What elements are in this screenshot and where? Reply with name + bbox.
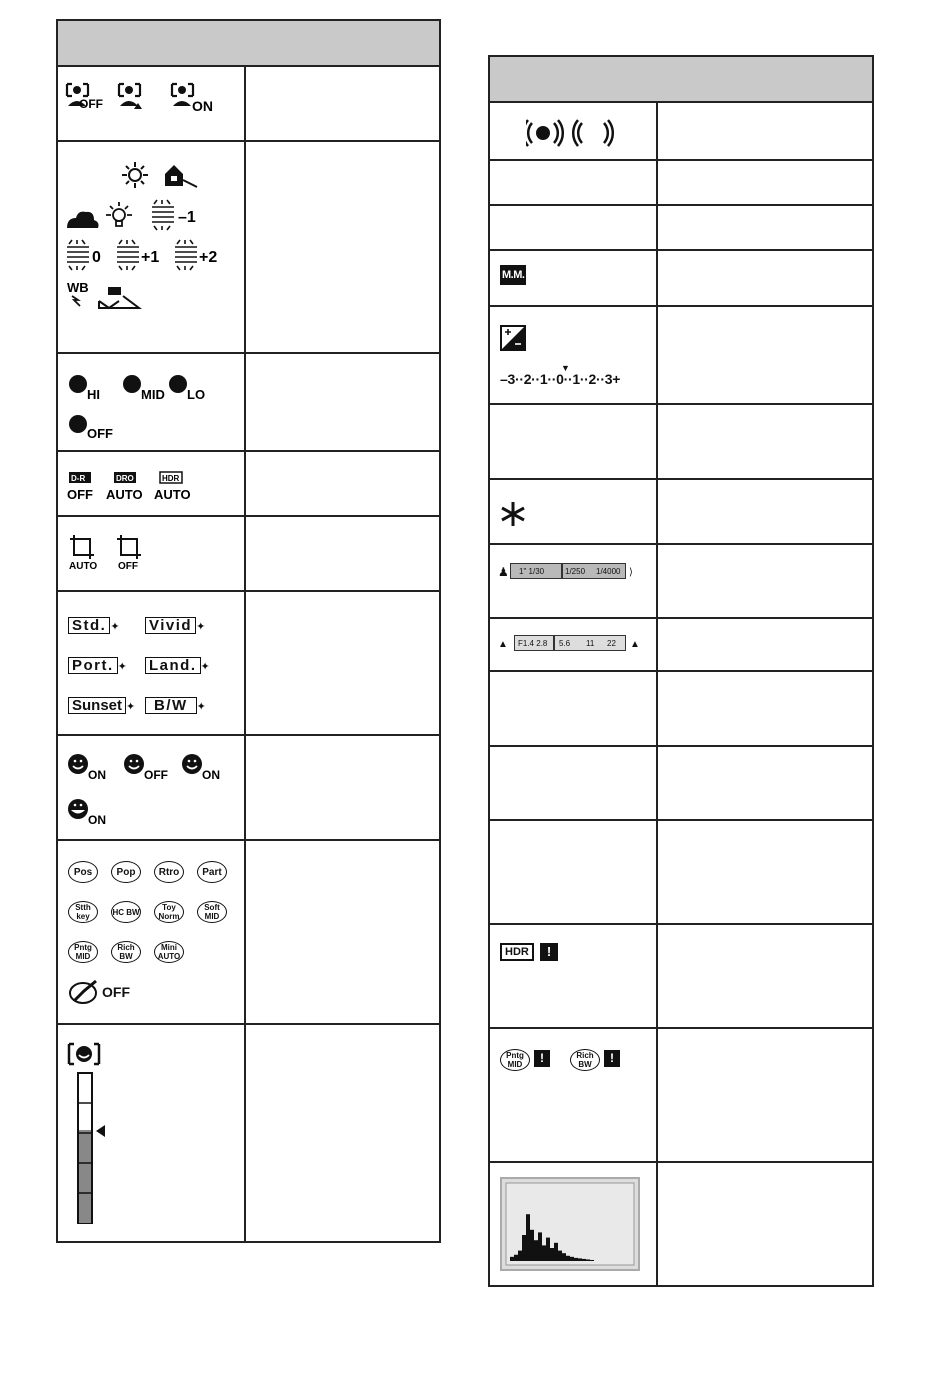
row-white-balance bbox=[58, 142, 439, 354]
effect-high-key: Stth key bbox=[68, 901, 98, 923]
running-icon: ⟩ bbox=[629, 567, 633, 578]
row-shutter-indicator bbox=[490, 545, 872, 619]
svg-text:WB: WB bbox=[67, 280, 89, 295]
crop-auto: AUTO bbox=[69, 561, 98, 572]
row-blank-3 bbox=[490, 405, 872, 480]
histogram-bar bbox=[590, 1260, 594, 1261]
histogram-bar bbox=[570, 1257, 574, 1261]
histogram-bar bbox=[522, 1235, 526, 1261]
style-landscape: Land. bbox=[145, 657, 201, 674]
row-steadyshot bbox=[490, 103, 872, 161]
row-face-registration bbox=[58, 67, 439, 142]
row-crop bbox=[58, 517, 439, 592]
svg-text:ON: ON bbox=[88, 768, 106, 782]
row-blank-2 bbox=[490, 206, 872, 251]
painting-effect-icon: Pntg MID bbox=[500, 1049, 530, 1071]
svg-text:ON: ON bbox=[88, 813, 106, 827]
row-picture-effect bbox=[58, 841, 439, 1025]
effect-retro: Rtro bbox=[154, 861, 184, 883]
histogram bbox=[500, 1177, 640, 1271]
style-vivid: Vivid bbox=[145, 617, 196, 634]
wb-plus1: +1 bbox=[141, 249, 160, 266]
exposure-pointer-icon: ▼ bbox=[561, 363, 570, 373]
histogram-bar bbox=[526, 1214, 530, 1261]
wb-plus2: +2 bbox=[199, 249, 218, 266]
cloudy-icon bbox=[67, 212, 99, 228]
row-effect-warning bbox=[490, 1029, 872, 1163]
brush-icon bbox=[68, 979, 102, 1005]
face-reg-on: ON bbox=[192, 98, 213, 114]
histogram-bar bbox=[518, 1251, 522, 1261]
row-soft-skin bbox=[58, 354, 439, 452]
smile-detection-icon bbox=[66, 1041, 106, 1071]
histogram-bar bbox=[582, 1259, 586, 1261]
wb-0: 0 bbox=[92, 249, 101, 266]
white-balance-icons bbox=[62, 160, 242, 320]
histogram-bar bbox=[534, 1240, 538, 1261]
left-table bbox=[56, 19, 441, 1243]
histogram-bar bbox=[550, 1248, 554, 1261]
histogram-bar bbox=[574, 1258, 578, 1261]
smile-icon bbox=[68, 754, 202, 819]
style-sunset: Sunset bbox=[68, 697, 126, 714]
histogram-bar bbox=[558, 1251, 562, 1261]
background-blur-icon: ▲ bbox=[498, 639, 508, 650]
soft-skin-lo: LO bbox=[187, 387, 206, 402]
effect-soft: Soft MID bbox=[197, 901, 227, 923]
style-portrait: Port. bbox=[68, 657, 118, 674]
person-icon: ♟ bbox=[498, 565, 509, 579]
shutter-speed-scale: 1" 1/30 1/250 1/4000 bbox=[510, 563, 626, 579]
histogram-bar bbox=[542, 1245, 546, 1261]
histogram-bar bbox=[554, 1243, 558, 1261]
dro-icons bbox=[66, 470, 246, 520]
incandescent-icon bbox=[106, 202, 132, 226]
ae-lock-icon bbox=[500, 500, 530, 530]
histogram-bar bbox=[538, 1232, 542, 1261]
effect-off: OFF bbox=[102, 984, 130, 1000]
row-hdr-warning bbox=[490, 925, 872, 1029]
custom-wb-icon bbox=[99, 287, 139, 308]
row-blank-6 bbox=[490, 821, 872, 925]
histogram-bar bbox=[578, 1258, 582, 1261]
svg-text:DRO: DRO bbox=[116, 474, 134, 483]
left-header bbox=[58, 21, 439, 67]
soft-skin-mid: MID bbox=[141, 387, 165, 402]
face-reg-off: OFF bbox=[79, 97, 103, 111]
shade-icon bbox=[165, 165, 197, 187]
row-dro bbox=[58, 452, 439, 517]
soft-skin-off: OFF bbox=[87, 426, 113, 441]
crop-icons bbox=[66, 533, 186, 583]
effect-hc-bw: HC BW bbox=[111, 901, 141, 923]
dro-auto: AUTO bbox=[106, 487, 143, 502]
flash-wb-icon bbox=[67, 280, 89, 306]
row-ael bbox=[490, 480, 872, 545]
smile-meter-fill bbox=[79, 1130, 91, 1223]
sharp-background-icon: ▲ bbox=[630, 639, 640, 650]
row-aperture-indicator bbox=[490, 619, 872, 672]
warning-icon-painting: ! bbox=[534, 1050, 550, 1067]
crop-off: OFF bbox=[118, 561, 138, 572]
row-exposure bbox=[490, 307, 872, 405]
row-blank-1 bbox=[490, 161, 872, 206]
svg-text:D-R: D-R bbox=[71, 474, 86, 483]
svg-text:ON: ON bbox=[202, 768, 220, 782]
row-creative-style: Std. ✦ Vivid ✦ Port. ✦ Land. ✦ Sunset ✦ B/W ✦ bbox=[58, 592, 439, 736]
soft-skin-icons bbox=[64, 372, 244, 462]
warning-icon: ! bbox=[540, 943, 558, 961]
smile-sensitivity-meter bbox=[72, 1071, 122, 1231]
soft-skin-hi: HI bbox=[87, 387, 100, 402]
effect-rich-bw: Rich BW bbox=[111, 941, 141, 963]
style-bw: B/W bbox=[145, 697, 197, 714]
effect-painting: Pntg MID bbox=[68, 941, 98, 963]
row-blank-5 bbox=[490, 747, 872, 821]
right-table bbox=[488, 55, 874, 1287]
row-blank-4 bbox=[490, 672, 872, 747]
fluorescent-icon bbox=[152, 200, 174, 230]
warning-icon-rich-bw: ! bbox=[604, 1050, 620, 1067]
histogram-bar bbox=[514, 1255, 518, 1261]
effect-toy: Toy Norm bbox=[154, 901, 184, 923]
histogram-bar bbox=[510, 1257, 514, 1261]
svg-text:HDR: HDR bbox=[162, 474, 180, 483]
row-smile-meter bbox=[58, 1025, 439, 1243]
smile-shutter-icons bbox=[66, 752, 246, 842]
aperture-scale: F1.4 2.8 5.6 11 22 bbox=[514, 635, 626, 651]
histogram-bar bbox=[546, 1238, 550, 1261]
effect-miniature: Mini AUTO bbox=[154, 941, 184, 963]
exposure-compensation-icon bbox=[500, 325, 530, 355]
hdr-auto: AUTO bbox=[154, 487, 191, 502]
dro-off: OFF bbox=[67, 487, 93, 502]
exposure-scale: –3··2··1··0··1··2··3+ bbox=[500, 371, 621, 387]
row-manual-metering bbox=[490, 251, 872, 307]
svg-text:OFF: OFF bbox=[144, 768, 168, 782]
row-smile-shutter bbox=[58, 736, 439, 841]
wb-minus1: –1 bbox=[178, 209, 196, 226]
mm-icon: M.M. bbox=[500, 265, 526, 285]
style-std: Std. bbox=[68, 617, 110, 634]
effect-posterization: Pos bbox=[68, 861, 98, 883]
steadyshot-icons bbox=[526, 119, 656, 159]
histogram-bar bbox=[566, 1256, 570, 1261]
row-histogram bbox=[490, 1163, 872, 1287]
hdr-icon: HDR bbox=[500, 943, 534, 961]
right-header bbox=[490, 57, 872, 103]
effect-partial-color: Part bbox=[197, 861, 227, 883]
daylight-icon bbox=[122, 162, 148, 188]
histogram-bar bbox=[530, 1230, 534, 1261]
effect-pop: Pop bbox=[111, 861, 141, 883]
histogram-bar bbox=[586, 1259, 590, 1261]
face-registration-icons bbox=[64, 81, 234, 131]
rich-bw-effect-icon: Rich BW bbox=[570, 1049, 600, 1071]
smile-level-arrow bbox=[96, 1125, 105, 1137]
histogram-bar bbox=[562, 1253, 566, 1261]
